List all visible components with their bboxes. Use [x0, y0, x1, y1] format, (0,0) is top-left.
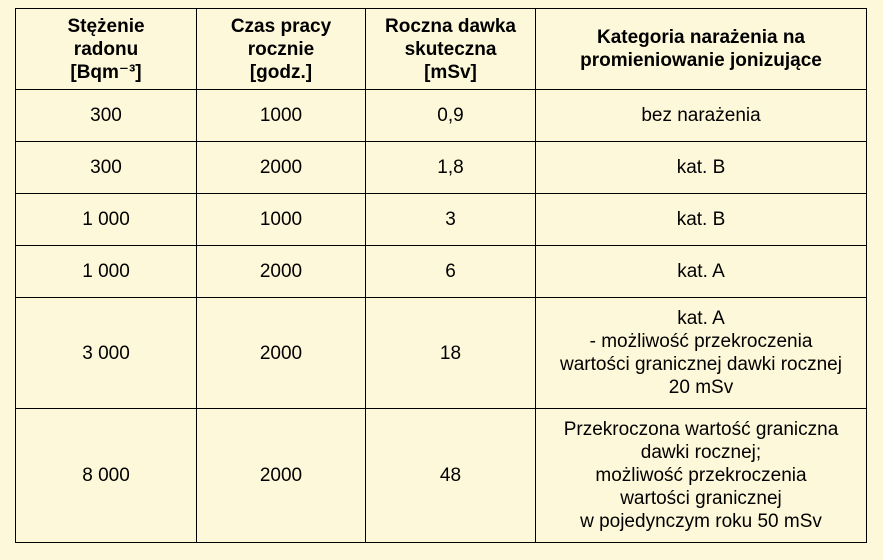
cell-dose: 3 — [366, 194, 536, 246]
cell-hours: 2000 — [197, 409, 366, 543]
cell-concentration: 1 000 — [16, 246, 197, 298]
header-concentration: Stężenie radonu [Bqm⁻³] — [16, 9, 197, 90]
cell-dose: 18 — [366, 298, 536, 409]
cell-hours: 1000 — [197, 90, 366, 142]
cell-category: Przekroczona wartość graniczna dawki rocznej; możliwość przekroczenia wartości granicznej w pojedynczym roku 50 mSv — [536, 409, 867, 543]
cell-category: kat. A - możliwość przekroczenia wartości granicznej dawki rocznej 20 mSv — [536, 298, 867, 409]
table-row — [16, 142, 867, 194]
cell-hours: 1000 — [197, 194, 366, 246]
cell-hours: 2000 — [197, 298, 366, 409]
cell-category: kat. A — [536, 246, 867, 298]
cell-concentration: 300 — [16, 90, 197, 142]
cell-dose: 48 — [366, 409, 536, 543]
header-exposure-category: Kategoria narażenia na promieniowanie jonizujące — [536, 9, 867, 90]
cell-category: kat. B — [536, 142, 867, 194]
cell-hours: 2000 — [197, 246, 366, 298]
table-row — [16, 298, 867, 409]
cell-dose: 1,8 — [366, 142, 536, 194]
cell-dose: 0,9 — [366, 90, 536, 142]
table-row — [16, 246, 867, 298]
cell-concentration: 8 000 — [16, 409, 197, 543]
cell-category: kat. B — [536, 194, 867, 246]
cell-category: bez narażenia — [536, 90, 867, 142]
table-row — [16, 90, 867, 142]
header-annual-dose: Roczna dawka skuteczna [mSv] — [366, 9, 536, 90]
header-row — [16, 9, 867, 90]
cell-concentration: 1 000 — [16, 194, 197, 246]
radon-exposure-table — [15, 8, 867, 543]
cell-hours: 2000 — [197, 142, 366, 194]
table-row — [16, 409, 867, 543]
header-work-hours: Czas pracy rocznie [godz.] — [197, 9, 366, 90]
cell-concentration: 300 — [16, 142, 197, 194]
cell-concentration: 3 000 — [16, 298, 197, 409]
table-row — [16, 194, 867, 246]
cell-dose: 6 — [366, 246, 536, 298]
